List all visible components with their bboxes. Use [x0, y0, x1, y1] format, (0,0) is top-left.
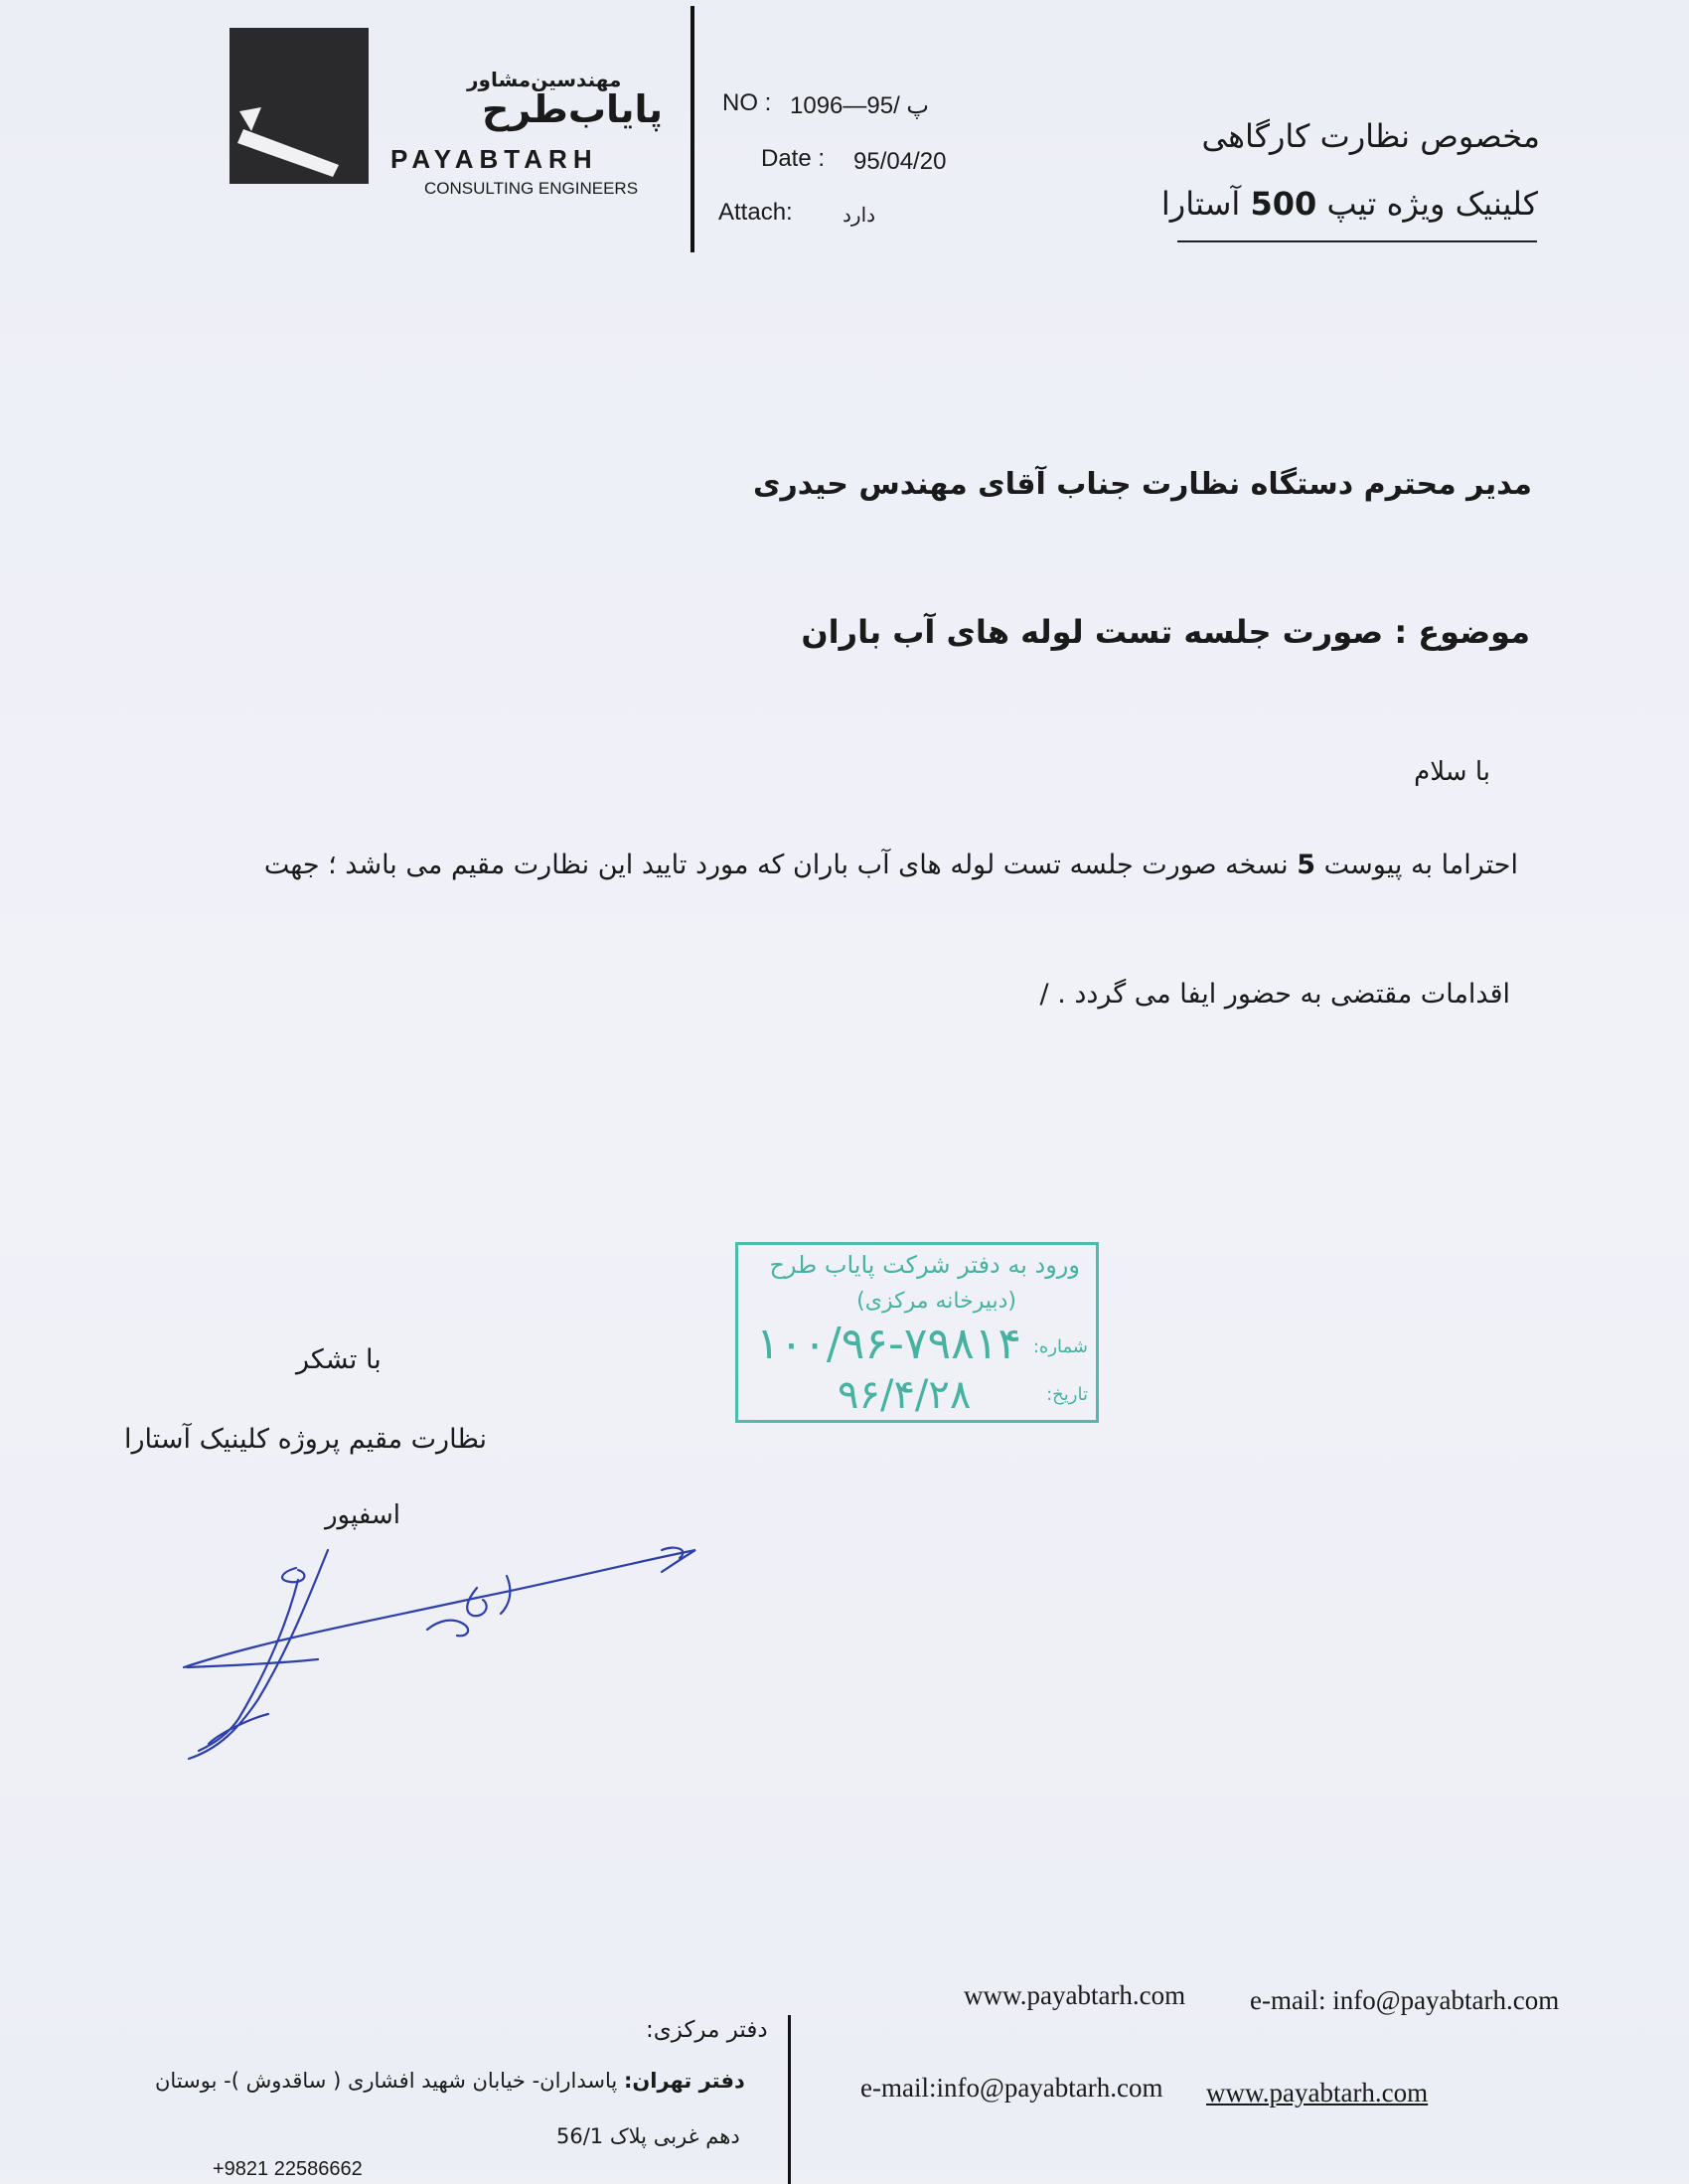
- header-supervision: مخصوص نظارت کارگاهی: [1201, 117, 1540, 155]
- footer-phone: +9821 22586662: [213, 2158, 363, 2180]
- footer-email-2[interactable]: e-mail:info@payabtarh.com: [860, 2073, 1163, 2103]
- signer-name: اسفپور: [325, 1500, 400, 1530]
- signature-icon: [179, 1520, 715, 1769]
- body-copy-count: 5: [1297, 850, 1316, 880]
- ref-date-value: 95/04/20: [853, 148, 947, 175]
- closing-thanks: با تشکر: [296, 1344, 382, 1375]
- stamp-date-label: تاریخ:: [1046, 1384, 1088, 1405]
- footer-tehran-label: دفتر تهران:: [623, 2069, 745, 2093]
- ref-date-label: Date :: [761, 145, 826, 172]
- greeting: با سلام: [1414, 757, 1490, 787]
- stamp-title: ورود به دفتر شرکت پایاب طرح: [769, 1251, 1080, 1279]
- footer-tehran-street: پاسداران- خیابان شهید افشاری ( ساقدوش )- بوستان: [155, 2069, 618, 2093]
- closing-office: نظارت مقیم پروژه کلینیک آستارا: [124, 1424, 487, 1455]
- body-line-2: اقدامات مقتضی به حضور ایفا می گردد . /: [1039, 979, 1510, 1010]
- body-line-1: [264, 850, 1518, 880]
- footer-tehran-address-2: دهم غربی پلاک 56/1: [556, 2124, 740, 2148]
- logo-fa-subtitle: مهندسین‌مشاور: [467, 68, 622, 91]
- footer-website-2[interactable]: www.payabtarh.com: [1206, 2078, 1429, 2107]
- footer-email[interactable]: e-mail: info@payabtarh.com: [1250, 1985, 1560, 2015]
- logo-en-name: PAYABTARH: [390, 144, 598, 174]
- ref-attach-label: Attach:: [718, 199, 793, 226]
- header-project: [1161, 185, 1538, 223]
- header-project-prefix: کلینیک ویژه تیپ: [1326, 185, 1538, 223]
- subject: موضوع : صورت جلسه تست لوله های آب باران: [801, 613, 1530, 651]
- stamp-date-value: ۹۶/۴/۲۸: [838, 1372, 972, 1418]
- addressee: مدیر محترم دستگاه نظارت جناب آقای مهندس حیدری: [752, 467, 1532, 502]
- body-line-1-end: نسخه صورت جلسه تست لوله های آب باران که مورد تایید این نظارت مقیم می باشد ؛ جهت: [263, 850, 1289, 880]
- header-divider: [691, 6, 694, 252]
- stamp-number-value: ۱۰۰/۹۶-۷۹۸۱۴: [756, 1319, 1022, 1369]
- receipt-stamp: [735, 1242, 1099, 1423]
- header-underline: [1177, 240, 1537, 242]
- header-project-suffix: آستارا: [1160, 185, 1241, 223]
- ref-no-value: پ /95—1096: [790, 92, 930, 119]
- stamp-subtitle: (دبیرخانه مرکزی): [856, 1289, 1016, 1314]
- stamp-number-label: شماره:: [1032, 1336, 1088, 1357]
- ref-no-label: NO :: [722, 89, 772, 116]
- body-line-1-start: احتراما به پیوست: [1323, 850, 1518, 880]
- footer-website[interactable]: www.payabtarh.com: [964, 1980, 1186, 2010]
- logo-en-subtitle: CONSULTING ENGINEERS: [424, 179, 639, 198]
- logo-mark-icon: [230, 28, 369, 184]
- footer-tehran-address: [155, 2069, 745, 2093]
- footer-central-office: دفتر مرکزی:: [646, 2017, 768, 2043]
- company-logo: [230, 28, 369, 184]
- header-project-type: 500: [1250, 185, 1317, 223]
- logo-fa-name: پایاب‌طرح: [482, 87, 664, 131]
- handwritten-signature: [179, 1520, 715, 1773]
- footer-divider: [788, 2015, 791, 2184]
- ref-attach-value: دارد: [843, 205, 876, 227]
